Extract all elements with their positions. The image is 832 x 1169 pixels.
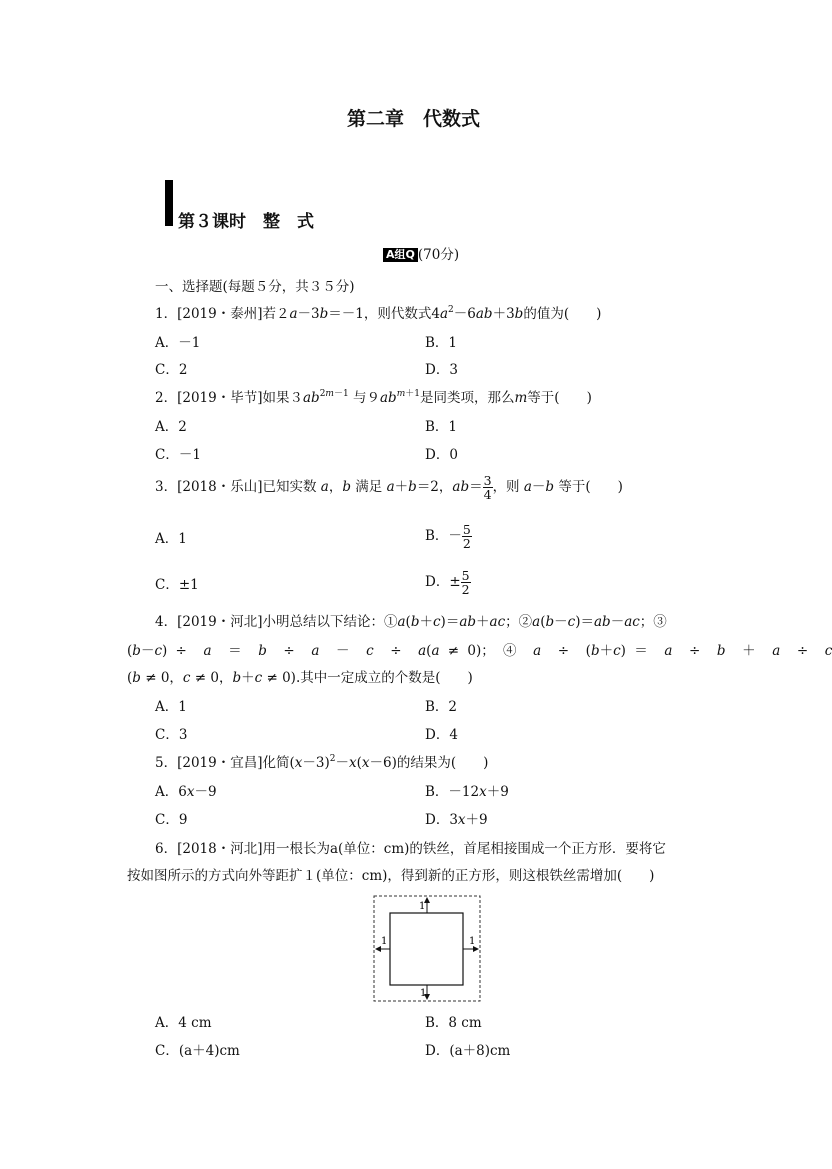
chapter-title: 第二章 代数式: [346, 108, 480, 130]
option-6d[interactable]: D．(a＋8)cm: [425, 1043, 511, 1059]
option-1c[interactable]: C．2: [155, 362, 188, 378]
question-4-line3: (b ≠ 0，c ≠ 0，b＋c ≠ 0).其中一定成立的个数是( ): [127, 670, 473, 686]
option-2d[interactable]: D．0: [425, 447, 458, 463]
group-badge: A组Q: [383, 248, 418, 262]
option-6a[interactable]: A．4 cm: [155, 1015, 212, 1031]
option-2a[interactable]: A．2: [155, 419, 187, 435]
option-6c[interactable]: C．(a＋4)cm: [155, 1043, 240, 1059]
question-6-line2: 按如图所示的方式向外等距扩１(单位：cm)，得到新的正方形，则这根铁丝需增加( ): [127, 868, 655, 884]
option-3a[interactable]: A．1: [155, 531, 187, 547]
label-bottom: 1: [420, 988, 427, 999]
option-3d[interactable]: D．± $\frac{5}{2}$: [425, 568, 470, 597]
group-score: (70分): [417, 247, 460, 263]
question-2: 2．[2019・毕节]如果$3ab^{2m-1}$ 与$9ab^{m+1}$是同类项，那么m等于( ): [155, 389, 592, 406]
group-header: [383, 246, 459, 264]
question-6: 6．[2018・河北]用一根长为a(单位：cm)的铁丝，首尾相接围成一个正方形．要将它: [155, 841, 666, 857]
option-1a[interactable]: A．－1: [155, 335, 201, 351]
option-5a[interactable]: A．6x－9: [155, 784, 217, 800]
question-4: 4．[2019・河北]小明总结以下结论：①a(b＋c)＝ab＋ac；②a(b－c)＝ab－ac；③: [155, 614, 667, 630]
search-icon: Q: [405, 248, 415, 261]
option-1b[interactable]: B．1: [425, 335, 458, 351]
lesson-title-bar: [165, 180, 173, 226]
lesson-title: 第３课时 整 式: [178, 212, 314, 232]
question-5: 5．[2019・宜昌]化简$(x-3)^2-x(x-6)$的结果为( ): [155, 754, 489, 771]
label-right: 1: [469, 936, 476, 947]
option-1d[interactable]: D．3: [425, 362, 458, 378]
label-top: 1: [419, 901, 426, 912]
option-5c[interactable]: C．9: [155, 812, 188, 828]
question-1: 1．[2019・泰州]若２a－3b＝－1，则代数式$4a^2-6ab+3b$的值为( ): [155, 305, 602, 322]
option-4a[interactable]: A．1: [155, 699, 187, 715]
section-title: 一、选择题(每题５分，共３５分): [155, 279, 355, 295]
option-5b[interactable]: B．－12x＋9: [425, 784, 509, 800]
question-4-line2: (b－c) ÷ a ＝ b ÷ a － c ÷ a(a ≠ 0)； ④ a ÷ (b＋c) ＝ a ÷ b ＋ a ÷ c: [127, 643, 832, 659]
option-3b[interactable]: B．－ $\frac{5}{2}$: [425, 522, 471, 551]
square-expansion-figure: [373, 895, 483, 1003]
option-4d[interactable]: D．4: [425, 727, 458, 743]
option-5d[interactable]: D．3x＋9: [425, 812, 488, 828]
inner-square: [390, 913, 463, 985]
option-6b[interactable]: B．8 cm: [425, 1015, 482, 1031]
option-4b[interactable]: B．2: [425, 699, 458, 715]
label-left: 1: [381, 936, 388, 947]
option-2b[interactable]: B．1: [425, 419, 458, 435]
fraction: $\frac{3}{4}$: [483, 473, 492, 502]
option-3c[interactable]: C．±1: [155, 577, 199, 593]
option-4c[interactable]: C．3: [155, 727, 188, 743]
option-2c[interactable]: C．－1: [155, 447, 201, 463]
question-3: 3．[2018・乐山]已知实数 a，b 满足 a＋b＝2，ab＝ $\frac{3}{4}$ ，则 a－b 等于( ): [155, 473, 623, 502]
